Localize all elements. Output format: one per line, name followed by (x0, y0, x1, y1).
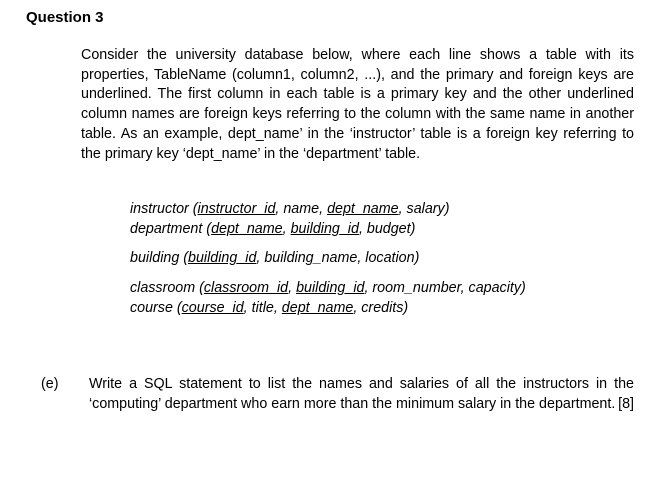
foreign-key: dept_name (327, 201, 399, 217)
part-e-text: Write a SQL statement to list the names and salaries of all the instructors in the ‘computing’ department who earn more than the minimum salary in the department. (89, 376, 634, 412)
primary-key: classroom_id (203, 280, 289, 296)
table-name: instructor (130, 201, 189, 217)
primary-key: building_id (188, 250, 257, 266)
table-name: department (130, 220, 203, 237)
primary-key: dept_name (211, 220, 283, 237)
schema-line-department: department (dept_name, building_id, budget) (130, 220, 416, 237)
schema-group-3 (130, 279, 526, 318)
primary-key: instructor_id (197, 201, 276, 217)
foreign-key: building_id (296, 280, 365, 296)
intro-paragraph: Consider the university database below, where each line shows a table with its properties, TableName (column1, column2, ...), and the primary and foreign keys are underlined. The first column in each table is a primary key and the other underlined column names are foreign keys referring to the column with the same name in another table. As an example, dept_name’ in the ‘instructor’ table is a foreign key referring to the primary key ‘dept_name’ in the ‘department’ table. (81, 47, 634, 162)
schema-line-course: course (course_id, title, dept_name, credits) (130, 299, 409, 316)
schema-line-building: building (building_id, building_name, location) (130, 250, 420, 266)
primary-key: course_id (181, 299, 244, 316)
schema-group-2 (130, 249, 419, 269)
foreign-key: dept_name (281, 299, 354, 316)
question-heading: Question 3 (26, 9, 104, 26)
schema-line-classroom: classroom (classroom_id, building_id, room_number, capacity) (130, 280, 526, 296)
table-name: classroom (130, 280, 196, 296)
table-name: building (130, 250, 180, 266)
table-name: course (130, 299, 173, 316)
foreign-key: building_id (290, 220, 359, 237)
part-e-label: (e) (41, 376, 59, 392)
marks-badge: [8] (618, 395, 634, 412)
schema-line-instructor: instructor (instructor_id, name, dept_name, salary) (130, 201, 450, 217)
part-e-question (89, 375, 634, 414)
schema-group-1 (130, 200, 449, 239)
